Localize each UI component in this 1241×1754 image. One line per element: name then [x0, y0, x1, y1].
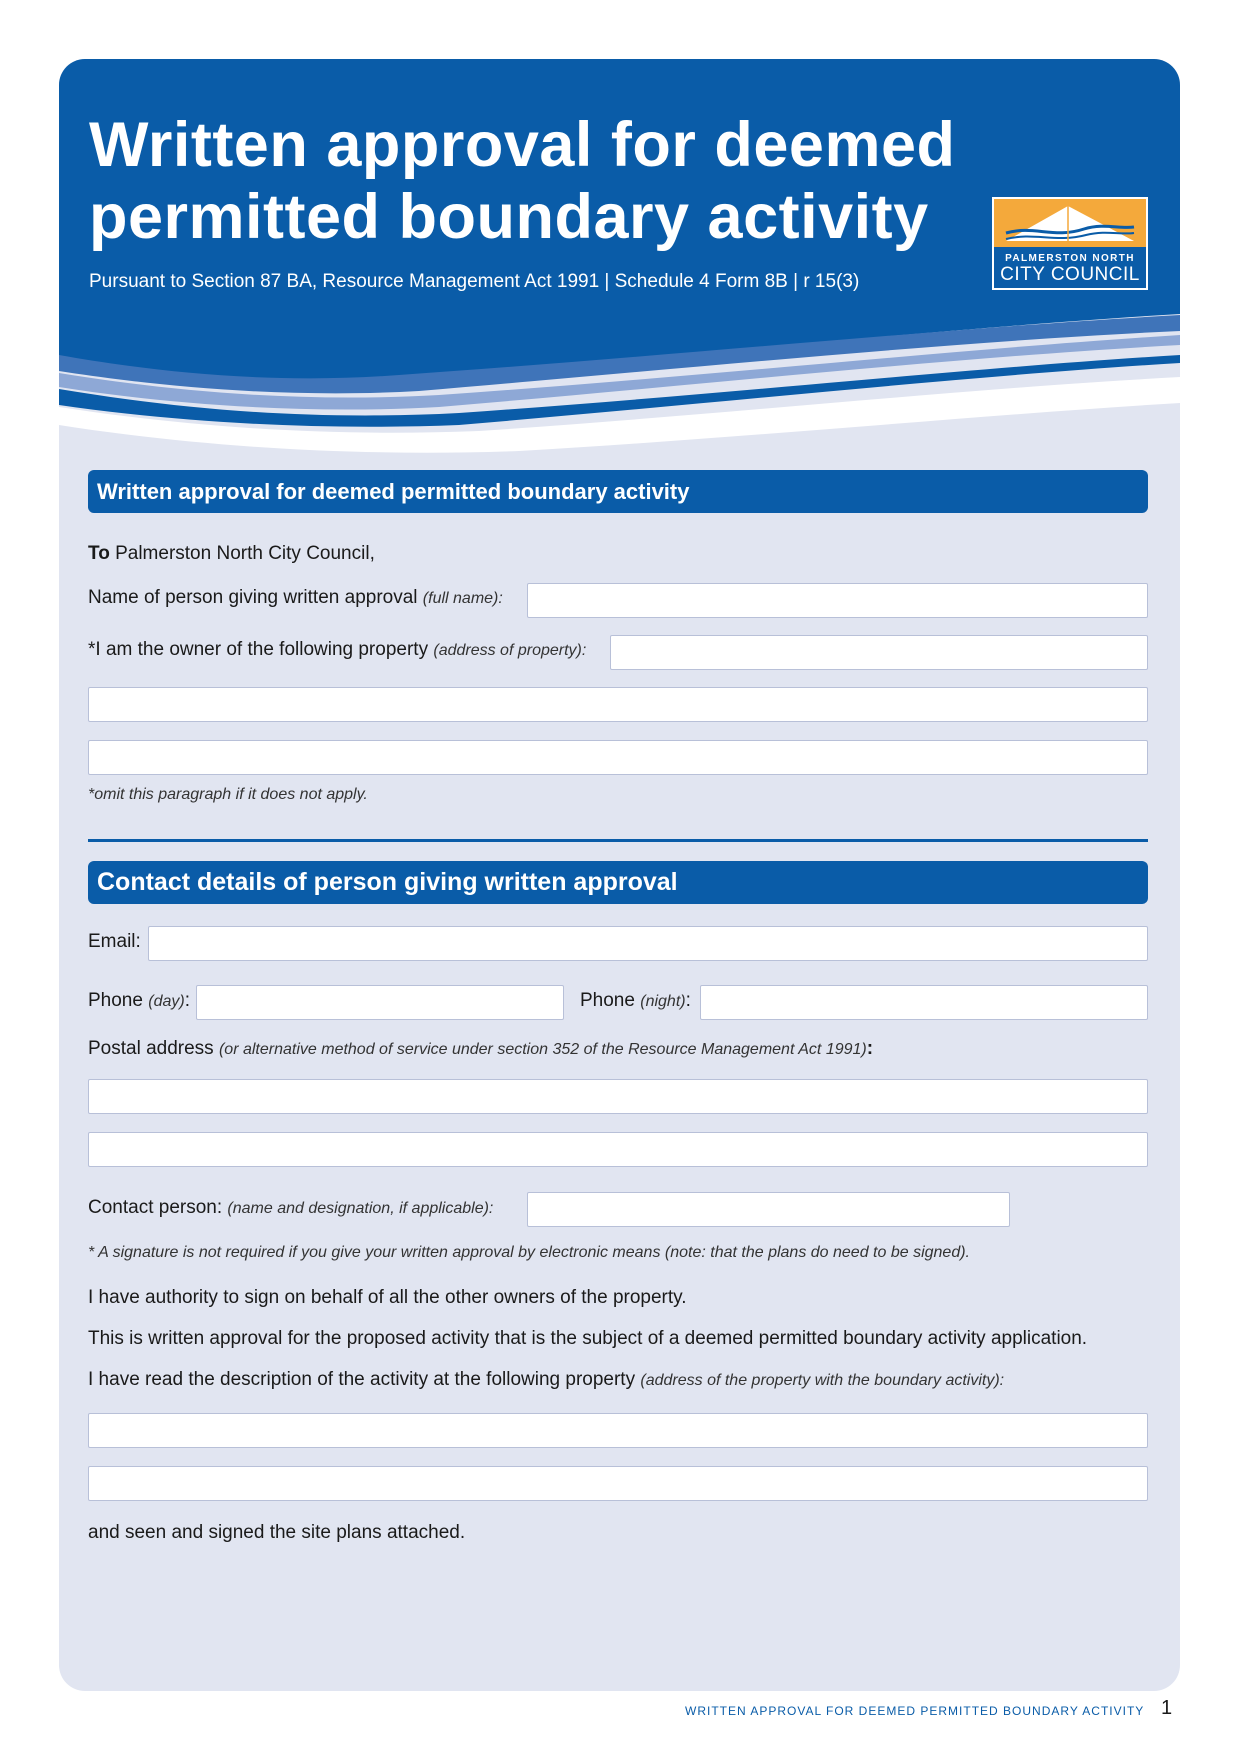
logo-text-small: PALMERSTON NORTH: [1005, 253, 1135, 264]
signature-note: * A signature is not required if you give your written approval by electronic means (note: that the plans do need to be signed).: [88, 1244, 970, 1261]
footer-title: WRITTEN APPROVAL FOR DEEMED PERMITTED BOUNDARY ACTIVITY: [685, 1704, 1145, 1718]
site-plans-statement: and seen and signed the site plans attached.: [88, 1522, 466, 1543]
owner-address-field-3[interactable]: [88, 740, 1148, 775]
page-subtitle: Pursuant to Section 87 BA, Resource Management Act 1991 | Schedule 4 Form 8B | r 15(3): [89, 271, 860, 292]
read-description-label: I have read the description of the activity at the following property (address of the property with the boundary activity):: [88, 1369, 1005, 1390]
owner-label: *I am the owner of the following property (address of property):: [88, 639, 587, 660]
phone-night-label: Phone (night):: [580, 990, 691, 1011]
owner-address-field-1[interactable]: [610, 635, 1148, 670]
owner-address-field-2[interactable]: [88, 687, 1148, 722]
authority-statement: I have authority to sign on behalf of all the other owners of the property.: [88, 1287, 687, 1308]
logo-text-big: CITY COUNCIL: [1000, 264, 1140, 285]
postal-label: Postal address (or alternative method of service under section 352 of the Resource Management Act 1991):: [88, 1038, 874, 1059]
postal-address-field-1[interactable]: [88, 1079, 1148, 1114]
contact-person-label: Contact person: (name and designation, if applicable):: [88, 1197, 494, 1218]
activity-address-field-1[interactable]: [88, 1413, 1148, 1448]
council-logo: [992, 197, 1148, 290]
page-number: 1: [1161, 1697, 1173, 1719]
logo-mark-icon: [994, 199, 1146, 251]
section-heading-contact: Contact details of person giving written approval: [88, 861, 1148, 904]
activity-address-field-2[interactable]: [88, 1466, 1148, 1501]
phone-day-field[interactable]: [196, 985, 564, 1020]
full-name-field[interactable]: [527, 583, 1148, 618]
contact-person-field[interactable]: [527, 1192, 1010, 1227]
section-divider: [88, 839, 1148, 842]
to-line: To Palmerston North City Council,: [88, 543, 375, 564]
email-label: Email:: [88, 931, 141, 952]
phone-night-field[interactable]: [700, 985, 1148, 1020]
section-heading-approval: Written approval for deemed permitted boundary activity: [88, 470, 1148, 513]
email-field[interactable]: [148, 926, 1148, 961]
postal-address-field-2[interactable]: [88, 1132, 1148, 1167]
phone-day-label: Phone (day):: [88, 990, 190, 1011]
approval-statement: This is written approval for the proposed activity that is the subject of a deemed permitted boundary activity application.: [88, 1328, 1088, 1349]
page-title: Written approval for deemed permitted boundary activity: [89, 110, 956, 252]
name-label: Name of person giving written approval (full name):: [88, 587, 503, 608]
omit-note: *omit this paragraph if it does not apply.: [88, 786, 368, 803]
form-panel: [59, 59, 1180, 1691]
